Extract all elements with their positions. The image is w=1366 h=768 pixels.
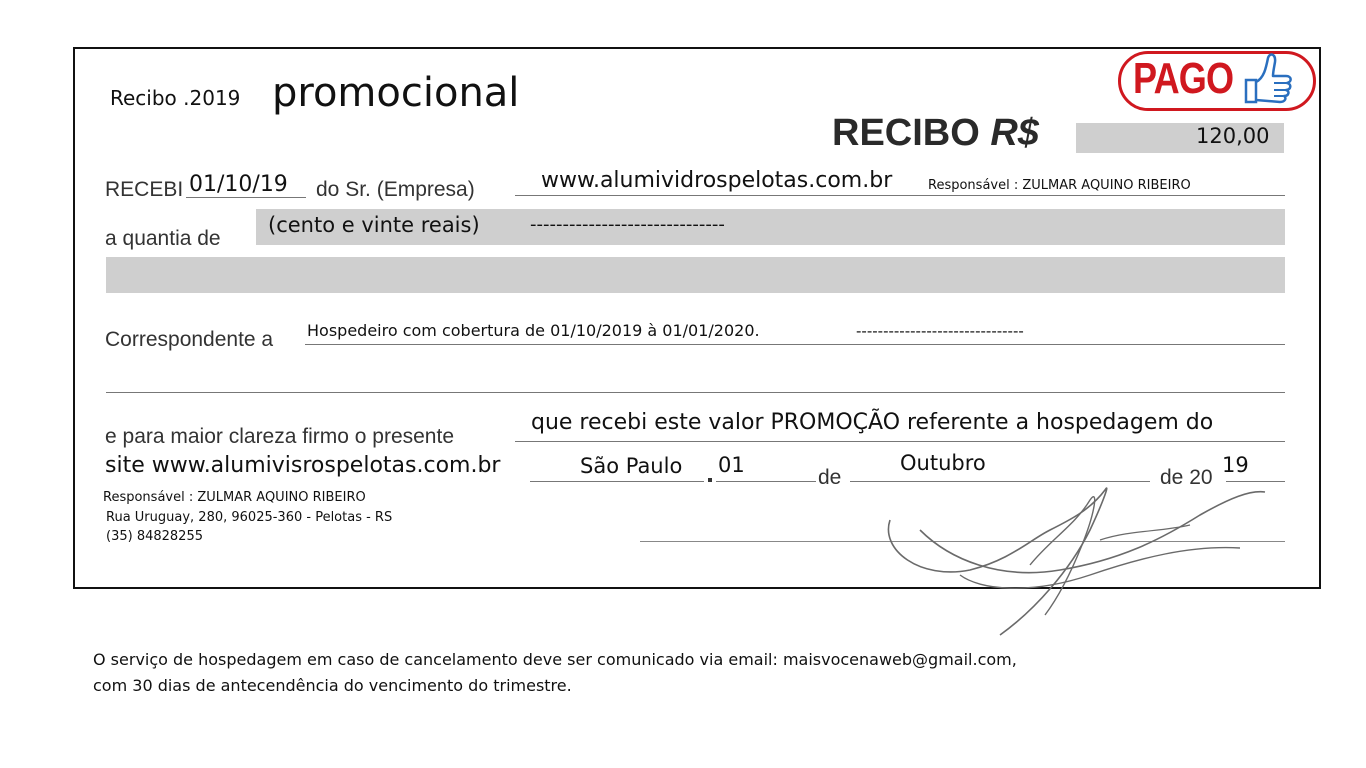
recebi-line	[186, 197, 306, 198]
de-label: de	[818, 466, 842, 489]
correspondente-label: Correspondente a	[105, 328, 274, 351]
de-20-label: de 20	[1160, 466, 1213, 489]
receipt-title	[832, 112, 1039, 155]
month-value: Outubro	[900, 451, 986, 475]
company-line	[515, 195, 1285, 196]
thumbs-up-icon	[1240, 50, 1296, 108]
day-value: 01	[718, 453, 745, 477]
day-line	[716, 481, 816, 482]
quantia-dashes: ------------------------------	[530, 214, 725, 235]
responsavel-inline: Responsável : ZULMAR AQUINO RIBEIRO	[928, 178, 1191, 193]
promo-label: promocional	[272, 70, 520, 116]
city-line	[530, 481, 704, 482]
correspondente-dashes: -------------------------------	[856, 322, 1024, 340]
notice-line-1: O serviço de hospedagem em caso de cancelamento deve ser comunicado via email: maisvocenaweb@gmail.com,	[93, 650, 1017, 669]
site-value: site www.alumivisrospelotas.com.br	[105, 453, 501, 478]
city-value: São Paulo	[580, 454, 683, 478]
recebi-label: RECEBI	[105, 178, 184, 201]
do-sr-label: do Sr. (Empresa)	[316, 178, 475, 201]
responsavel-name: Responsável : ZULMAR AQUINO RIBEIRO	[103, 490, 366, 505]
clareza-line	[515, 441, 1285, 442]
signature-scribble	[860, 470, 1280, 640]
clareza-label: e para maior clareza firmo o presente	[105, 425, 454, 448]
quantia-box-2	[106, 257, 1285, 293]
comma-mark	[708, 478, 712, 482]
amount-value: 120,00	[1196, 124, 1270, 148]
quantia-value: (cento e vinte reais)	[268, 213, 480, 237]
responsavel-address: Rua Uruguay, 280, 96025-360 - Pelotas - RS	[106, 510, 393, 525]
correspondente-value: Hospedeiro com cobertura de 01/10/2019 à 01/01/2020.	[307, 321, 760, 340]
recibo-year-label: Recibo .2019	[110, 86, 241, 110]
company-value: www.alumividrospelotas.com.br	[541, 168, 893, 193]
receipt-date: 01/10/19	[189, 172, 288, 197]
correspondente-line	[305, 344, 1285, 345]
correspondente-line-2	[106, 392, 1285, 393]
notice-line-2: com 30 dias de antecendência do vencimento do trimestre.	[93, 676, 572, 695]
receipt-title-text: RECIBO	[832, 112, 980, 154]
paid-stamp-text: PAGO	[1133, 54, 1234, 103]
responsavel-phone: (35) 84828255	[106, 529, 203, 544]
quantia-label: a quantia de	[105, 227, 221, 250]
currency-symbol: R$	[990, 112, 1039, 154]
clareza-value: que recebi este valor PROMOÇÃO referente a hospedagem do	[531, 410, 1214, 435]
year-suffix: 19	[1222, 453, 1249, 477]
